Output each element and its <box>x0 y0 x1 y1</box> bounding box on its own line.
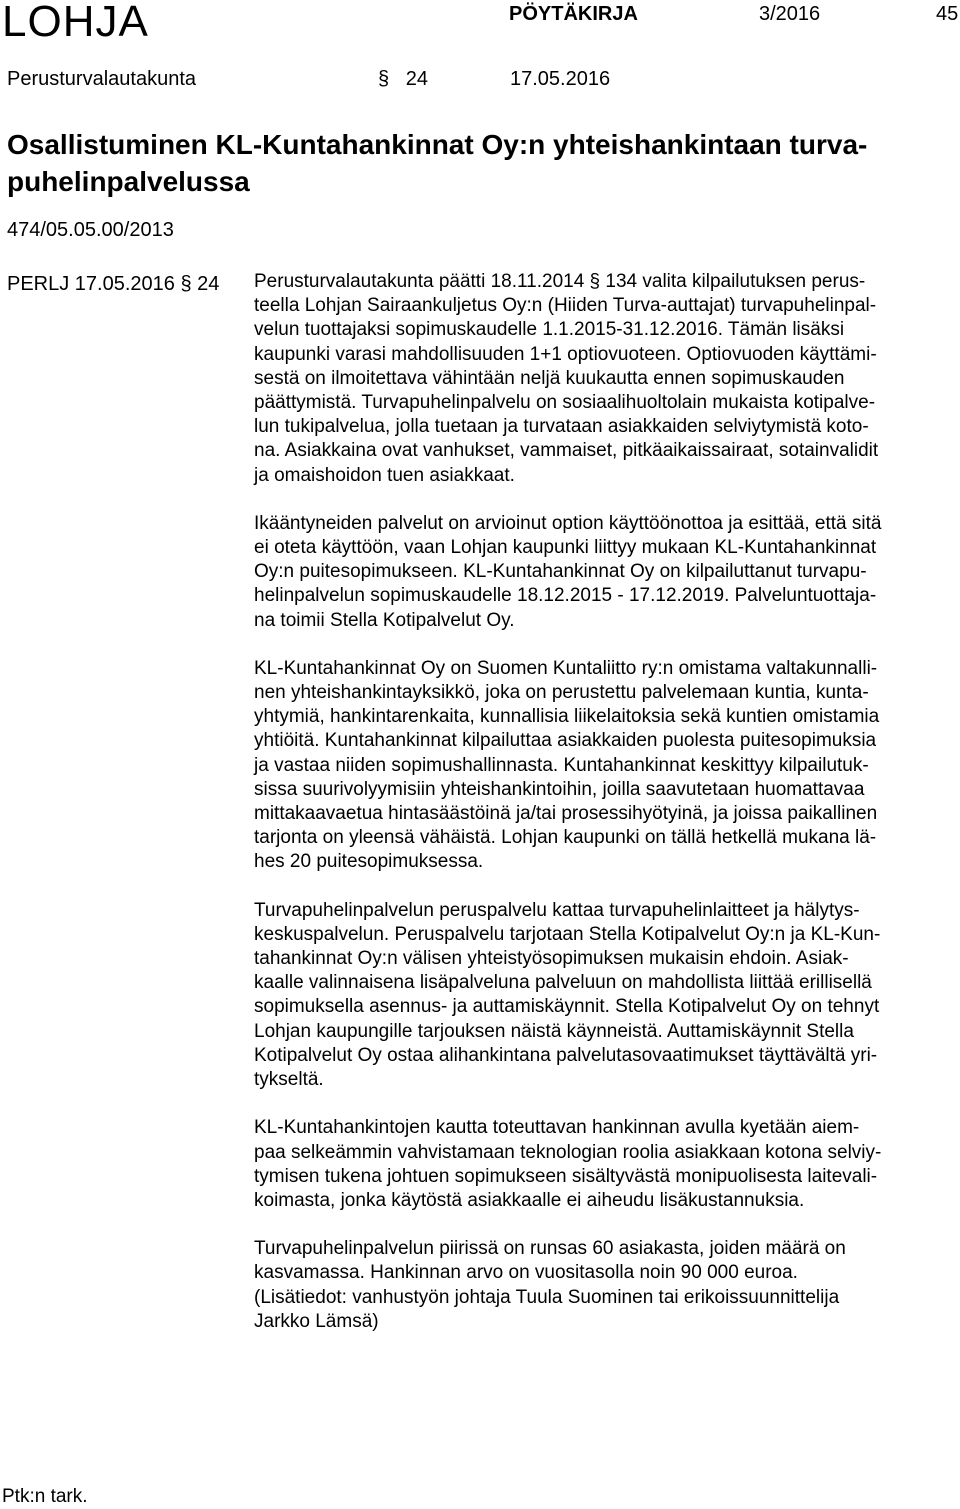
footer-note: Ptk:n tark. <box>2 1486 88 1507</box>
entry-label <box>7 272 219 296</box>
document-type: PÖYTÄKIRJA <box>509 3 638 25</box>
entry-section-symbol: § <box>180 273 192 295</box>
section-number: 24 <box>405 68 429 90</box>
entry-section-number: 24 <box>197 273 220 295</box>
page-number: 45 <box>936 3 959 25</box>
meeting-date: 17.05.2016 <box>510 68 611 90</box>
section-symbol: § <box>378 68 390 90</box>
reference-number: 474/05.05.00/2013 <box>7 219 174 241</box>
paragraph: KL-Kuntahankinnat Oy on Suomen Kuntaliitto ry:n omistama valtakunnalli- nen yhteishankintayksikkö, joka on perustettu palvelemaan kuntia, kunta- yhtymiä, hankintarenkaita, kunnallisia liikelaitoksia sekä kuntien omistamia yhtiöitä. Kuntahankinnat kilpailuttaa asiakkaiden puolesta puitesopimuksia ja vastaa niiden sopimushallinnasta. Kuntahankinnat keskittyy kilpailutuk- sissa suurivolyymisiin yhteishankintoihin, joilla saavutetaan huomattavaa mittakaavaetua hintasäästöinä ja/tai prosessihyötyinä, ja joissa paikallinen tarjonta on yleensä vähäistä. Lohjan kaupunki on tällä hetkellä mukana lä- hes 20 puitesopimuksessa. <box>254 657 880 873</box>
city-logo: LOHJA <box>2 0 149 46</box>
page-title: Osallistuminen KL-Kuntahankinnat Oy:n yhteishankintaan turva- puhelinpalvelussa <box>7 129 868 197</box>
document-body <box>254 270 954 1358</box>
paragraph: KL-Kuntahankintojen kautta toteuttavan hankinnan avulla kyetään aiem- paa selkeämmin vahvistamaan teknologian roolia asiakkaan kotona selviy- tymisen tukena johtuen sopimukseen sisältyvästä monipuolisesta laitevali- koimasta, jonka käytöstä asiakkaalle ei aiheudu lisäkustannuksia. <box>254 1117 882 1211</box>
paragraph: Ikääntyneiden palvelut on arvioinut option käyttöönottoa ja esittää, että sitä ei oteta käyttöön, vaan Lohjan kaupunki liittyy mukaan KL-Kuntahankinnat Oy:n puitesopimukseen. KL-Kuntahankinnat Oy on kilpailuttanut turvapu- helinpalvelun sopimuskaudelle 18.12.2015 - 17.12.2019. Palveluntuottaja- na toimii Stella Kotipalvelut Oy. <box>254 512 882 631</box>
meeting-body: Perusturvalautakunta <box>7 68 197 90</box>
paragraph: Perusturvalautakunta päätti 18.11.2014 § 134 valita kilpailutuksen perus- teella Lohjan Sairaankuljetus Oy:n (Hiiden Turva-auttajat) turvapuhelinpal- velun tuottajaksi sopimuskaudelle 1.1.2015-31.12.2016. Tämän lisäksi kaupunki varasi mahdollisuuden 1+1 optiovuoteen. Optiovuoden käyttämi- sestä on ilmoitettava vähintään neljä kuukautta ennen sopimuskauden päättymistä. Turvapuhelinpalvelu on sosiaalihuoltolain mukaista kotipalve- lun tukipalvelua, jolla tuetaan ja turvataan asiakkaiden selviytymistä koto- na. Asiakkaina ovat vanhukset, vammaiset, pitkäaikaissairaat, sotainvalidit ja omaishoidon tuen asiakkaat. <box>254 271 879 486</box>
entry-committee-date: PERLJ 17.05.2016 <box>7 273 175 295</box>
paragraph: Turvapuhelinpalvelun peruspalvelu kattaa turvapuhelinlaitteet ja hälytys- keskuspalvelun. Peruspalvelu tarjotaan Stella Kotipalvelut Oy:n ja KL-Kun- tahankinnat Oy:n välisen yhteistyösopimuksen mukaisin ehdoin. Asiak- kaalle valinnaisena lisäpalveluna palveluun on mahdollista liittää erillisellä sopimuksella asennus- ja auttamiskäynnit. Stella Kotipalvelut Oy on tehnyt Lohjan kaupungille tarjouksen näistä käynneistä. Auttamiskäynnit Stella Kotipalvelut Oy ostaa alihankintana palvelutasovaatimukset täyttävältä yri- tykseltä. <box>254 899 881 1091</box>
document-number: 3/2016 <box>759 3 821 25</box>
meeting-section <box>378 67 428 91</box>
paragraph: Turvapuhelinpalvelun piirissä on runsas 60 asiakasta, joiden määrä on kasvamassa. Hankinnan arvo on vuositasolla noin 90 000 euroa. (Lisätiedot: vanhustyön johtaja Tuula Suominen tai erikoissuunnittelija Jarkko Lämsä) <box>254 1238 846 1332</box>
